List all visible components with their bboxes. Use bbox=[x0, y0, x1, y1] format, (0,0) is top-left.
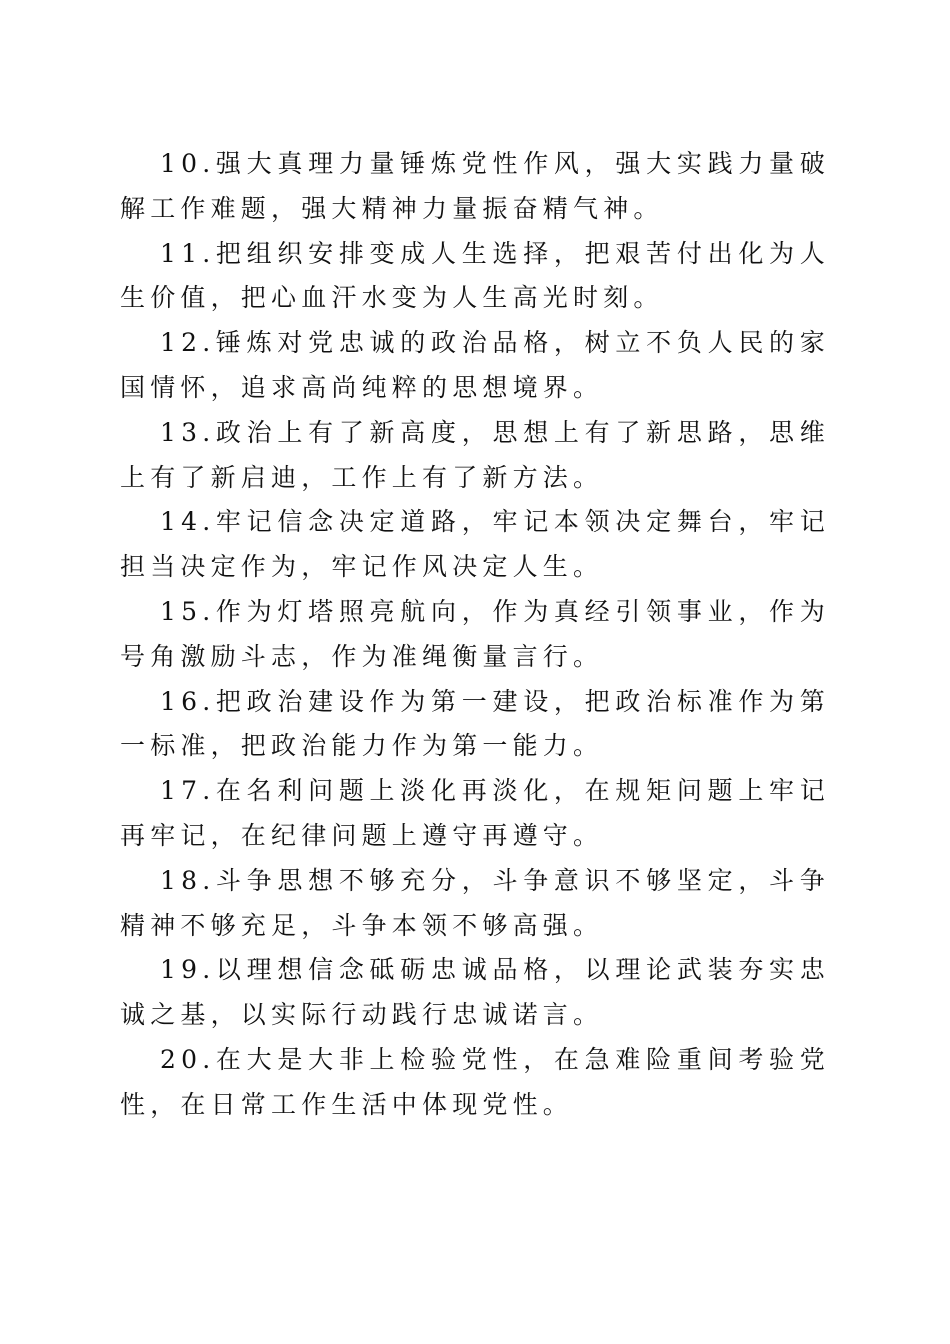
paragraph-12: 12.锤炼对党忠诚的政治品格，树立不负人民的家国情怀，追求高尚纯粹的思想境界。 bbox=[120, 328, 830, 402]
paragraph-11: 11.把组织安排变成人生选择，把艰苦付出化为人生价值，把心血汗水变为人生高光时刻。 bbox=[120, 238, 830, 313]
paragraph-18: 18.斗争思想不够充分，斗争意识不够坚定，斗争精神不够充足，斗争本领不够高强。 bbox=[120, 865, 830, 940]
document-body bbox=[120, 142, 830, 1128]
paragraph-13: 13.政治上有了新高度，思想上有了新思路，思维上有了新启迪，工作上有了新方法。 bbox=[120, 417, 830, 492]
paragraph-10: 10.强大真理力量锤炼党性作风，强大实践力量破解工作难题，强大精神力量振奋精气神。 bbox=[120, 149, 830, 223]
paragraph-17: 17.在名利问题上淡化再淡化，在规矩问题上牢记再牢记，在纪律问题上遵守再遵守。 bbox=[120, 776, 830, 850]
paragraph-15: 15.作为灯塔照亮航向，作为真经引领事业，作为号角激励斗志，作为准绳衡量言行。 bbox=[120, 596, 830, 671]
paragraph-14: 14.牢记信念决定道路，牢记本领决定舞台，牢记担当决定作为，牢记作风决定人生。 bbox=[120, 507, 830, 582]
paragraph-19: 19.以理想信念砥砺忠诚品格，以理论武装夯实忠诚之基，以实际行动践行忠诚诺言。 bbox=[120, 955, 830, 1030]
paragraph-20: 20.在大是大非上检验党性，在急难险重间考验党性，在日常工作生活中体现党性。 bbox=[120, 1044, 830, 1119]
paragraph-16: 16.把政治建设作为第一建设，把政治标准作为第一标准，把政治能力作为第一能力。 bbox=[120, 686, 830, 761]
